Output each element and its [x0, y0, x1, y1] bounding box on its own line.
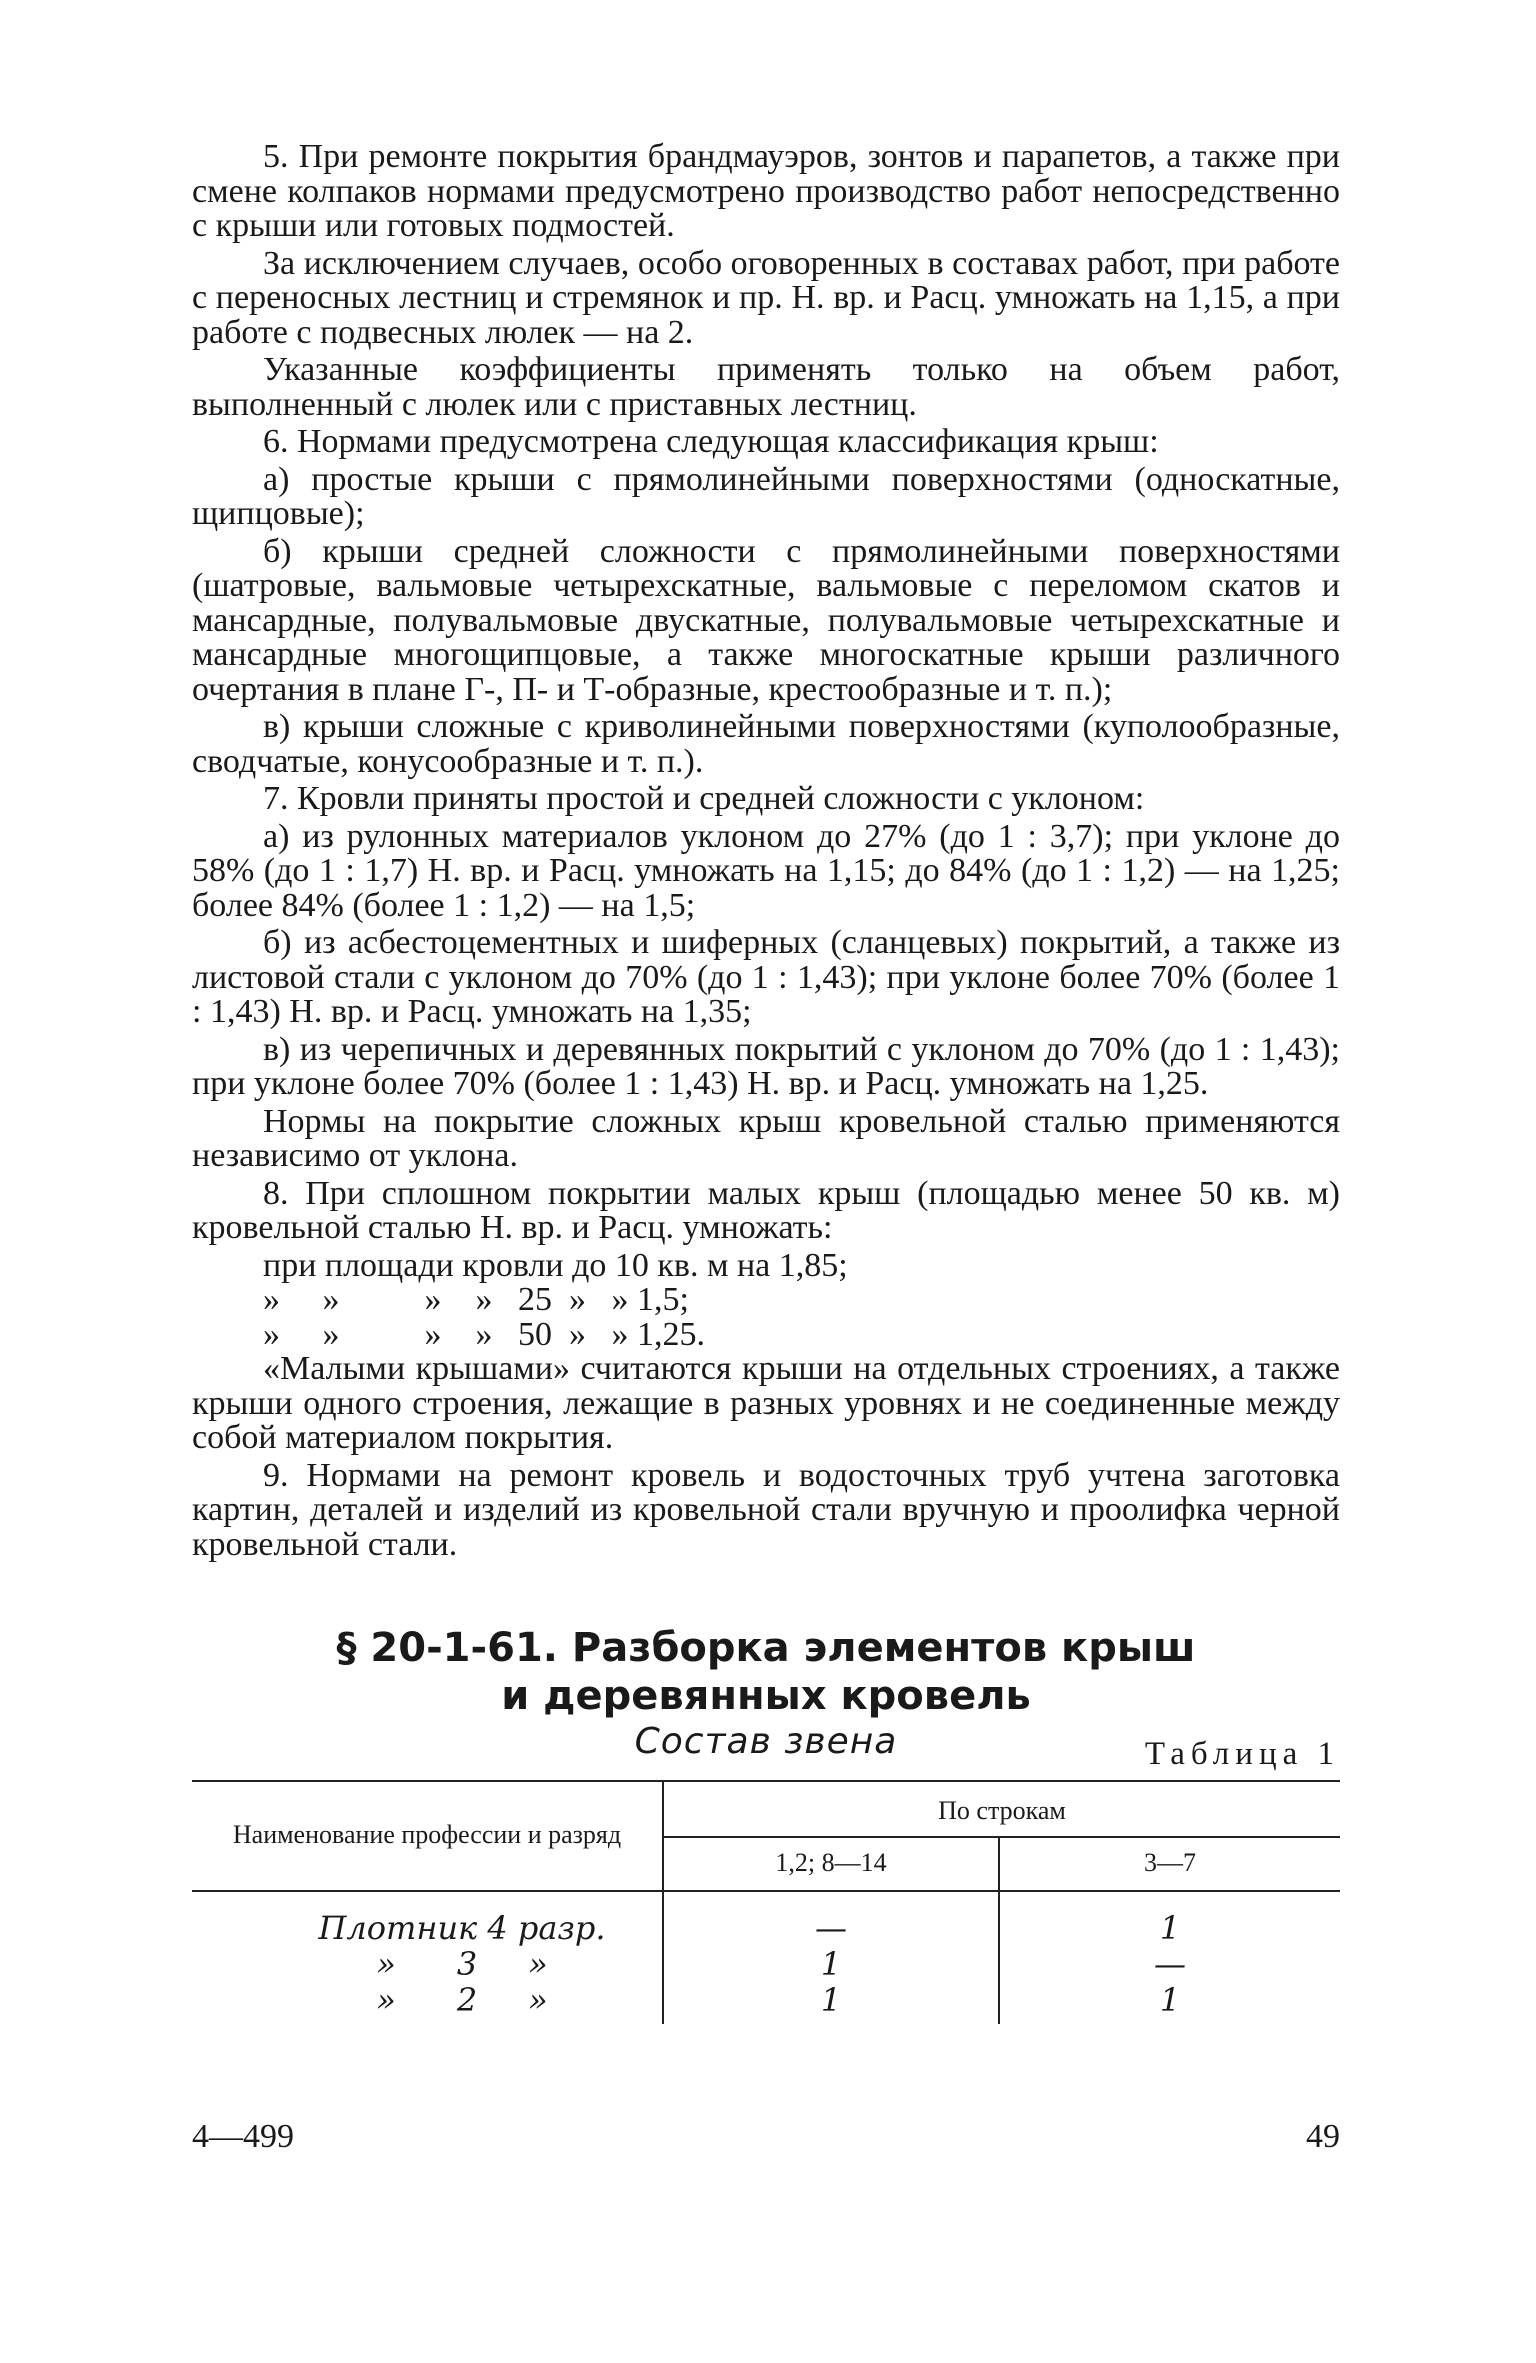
paragraph-6b: б) крыши средней сложности с прямолинейными поверхностями (шатровые, вальмовые четырехскатные, вальмовые с переломом скатов и мансардные, полувальмовые двускатные, полувальмовые четырехскатные и мансардные многощипцовые, а также многоскатные крыши различного очертания в плане Г-, П- и Т-образные, крестообразные и т. п.); — [192, 532, 1340, 708]
header-by-rows: По строкам — [663, 1781, 1340, 1837]
paragraph-6: 6. Нормами предусмотрена следующая классификация крыш: — [263, 423, 1159, 460]
table-row — [192, 1891, 1340, 1946]
area-coefficients — [192, 1246, 1340, 1353]
page-body — [192, 140, 1340, 2024]
row-value-1: — — [663, 1891, 999, 1946]
paragraph-5: 5. При ремонте покрытия брандмауэров, зонтов и парапетов, а также при смене колпаков нормами предусмотрено производство работ непосредственно с крыши или готовых подмостей. — [192, 138, 1340, 244]
paragraph-complex-roofs: Нормы на покрытие сложных крыш кровельной сталью применяются независимо от уклона. — [192, 1102, 1340, 1174]
row-value-1: 1 — [663, 1982, 999, 2024]
signature-mark: 4—499 — [192, 2118, 294, 2155]
paragraph-7a: а) из рулонных материалов уклоном до 27% (до 1 : 3,7); при уклоне до 58% (до 1 : 1,7) Н. вр. и Расц. умножать на 1,15; до 84% (до 1 : 1,2) — на 1,25; более 84% (более 1 : 1,2) — на 1,5; — [192, 817, 1340, 924]
paragraph-6c: в) крыши сложные с криволинейными поверхностями (куполообразные, сводчатые, конусообразные и т. п.). — [192, 708, 1340, 780]
row-profession: » 3 » — [376, 1945, 548, 1983]
crew-table — [192, 1780, 1340, 2024]
row-value-1: 1 — [663, 1946, 999, 1982]
row-profession: » 2 » — [376, 1981, 548, 2019]
area-line: » » » » 50 » » 1,25. — [263, 1315, 705, 1353]
paragraph-7c: в) из черепичных и деревянных покрытий с уклоном до 70% (до 1 : 1,43); при уклоне более 70% (более 1 : 1,43) Н. вр. и Расц. умножать на 1,25. — [192, 1030, 1340, 1102]
table-row — [192, 1982, 1340, 2024]
page-number: 49 — [1306, 2118, 1340, 2155]
paragraph-8: 8. При сплошном покрытии малых крыш (площадью менее 50 кв. м) кровельной сталью Н. вр. и Расц. умножать: — [192, 1174, 1340, 1246]
area-line: при площади кровли до 10 кв. м на 1,85; — [263, 1246, 848, 1284]
header-profession: Наименование профессии и разряд — [192, 1781, 663, 1891]
row-value-2: — — [999, 1946, 1340, 1982]
row-value-2: 1 — [999, 1891, 1340, 1946]
table-label: Таблица 1 — [1144, 1736, 1340, 1772]
row-value-2: 1 — [999, 1982, 1340, 2024]
table-subtitle: Состав звена — [634, 1721, 898, 1762]
section-title-line2: и деревянных кровель — [501, 1673, 1031, 1719]
header-col-1: 1,2; 8—14 — [663, 1837, 999, 1891]
paragraph-9: 9. Нормами на ремонт кровель и водосточных труб учтена заготовка картин, деталей и изделий из кровельной стали вручную и проолифка черной кровельной стали. — [192, 1456, 1340, 1563]
paragraph-coefficients: Указанные коэффициенты применять только на объем работ, выполненный с люлек или с приставных лестниц. — [192, 351, 1340, 423]
row-profession: Плотник 4 разр. — [318, 1909, 606, 1947]
paragraph-7: 7. Кровли приняты простой и средней сложности с уклоном: — [263, 780, 1145, 817]
subheading-row — [192, 1720, 1340, 1776]
section-title-line1: § 20-1-61. Разборка элементов крыш — [336, 1625, 1196, 1671]
paragraph-7b: б) из асбестоцементных и шиферных (сланцевых) покрытий, а также из листовой стали с уклоном до 70% (до 1 : 1,43); при уклоне более 70% (более 1 : 1,43) Н. вр. и Расц. умножать на 1,35; — [192, 924, 1340, 1030]
table-row — [192, 1946, 1340, 1982]
section-heading — [192, 1624, 1340, 1720]
page-footer — [192, 2118, 1340, 2156]
paragraph-6a: а) простые крыши с прямолинейными поверхностями (односкатные, щипцовые); — [192, 460, 1340, 532]
header-col-2: 3—7 — [999, 1837, 1340, 1891]
paragraph-exceptions: За исключением случаев, особо оговоренных в составах работ, при работе с переносных лестниц и стремянок и пр. Н. вр. и Расц. умножать на 1,15, а при работе с подвесных люлек — на 2. — [192, 244, 1340, 351]
paragraph-small-roofs: «Малыми крышами» считаются крыши на отдельных строениях, а также крыши одного строения, лежащие в разных уровнях и не соединенные между собой материалом покрытия. — [192, 1350, 1340, 1456]
area-line: » » » » 25 » » 1,5; — [263, 1281, 689, 1318]
